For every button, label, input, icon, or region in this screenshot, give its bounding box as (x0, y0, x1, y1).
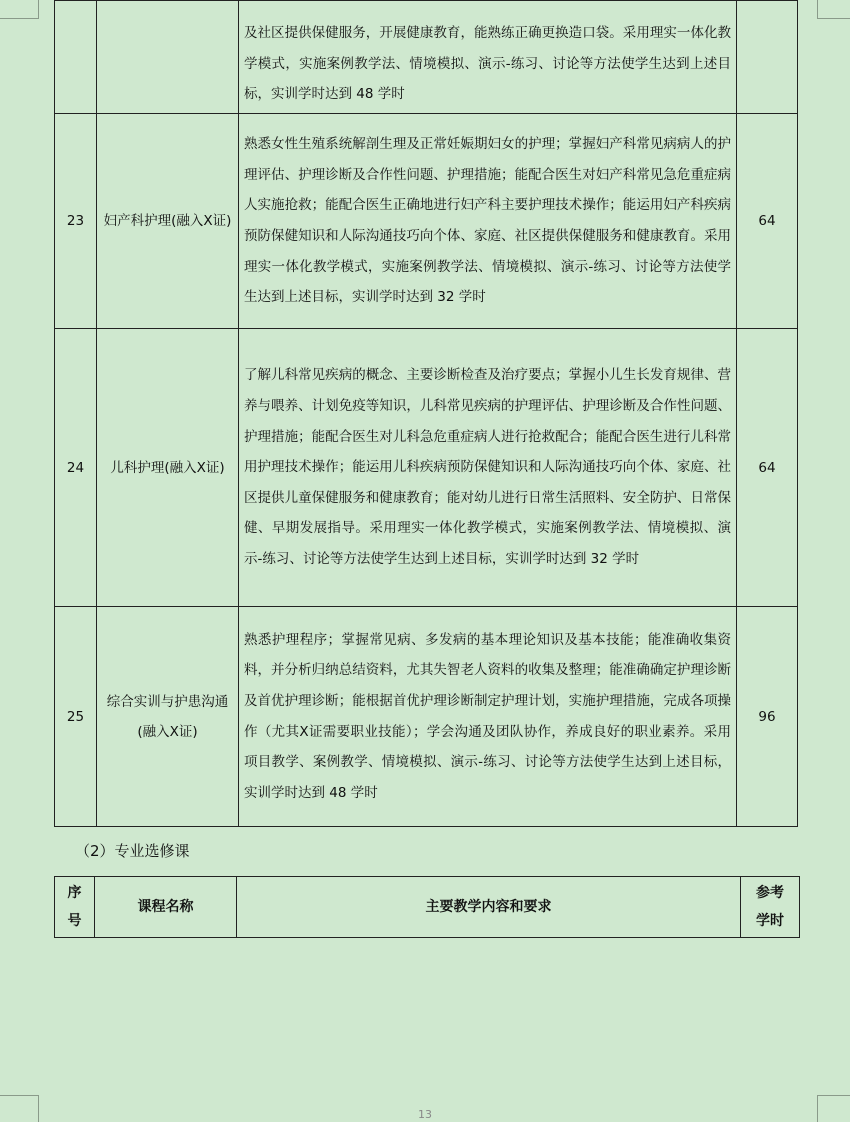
crop-mark-top-right (817, 0, 850, 19)
course-hours: 64 (737, 329, 798, 607)
table-row (55, 114, 798, 329)
course-content: 了解儿科常见疾病的概念、主要诊断检查及治疗要点；掌握小儿生长发育规律、营养与喂养、计划免疫等知识，儿科常见疾病的护理评估、护理诊断及合作性问题、护理措施；能配合医生对儿科急危重症病人进行抢救配合；能配合医生进行儿科常用护理技术操作；能运用儿科疾病预防保健知识和人际沟通技巧向个体、家庭、社区提供儿童保健服务和健康教育；能对幼儿进行日常生活照料、安全防护、日常保健、早期发展指导。采用理实一体化教学模式，实施案例教学法、情境模拟、演示-练习、讨论等方法使学生达到上述目标，实训学时达到 32 学时 (239, 329, 737, 607)
header-content: 主要教学内容和要求 (237, 877, 741, 938)
course-index: 25 (55, 607, 97, 827)
course-hours: 64 (737, 114, 798, 329)
crop-mark-top-left (0, 0, 39, 19)
course-hours (737, 1, 798, 114)
course-name (97, 1, 239, 114)
course-name: 儿科护理(融入X证) (97, 329, 239, 607)
course-index: 24 (55, 329, 97, 607)
table-row (55, 1, 798, 114)
course-content: 及社区提供保健服务，开展健康教育，能熟练正确更换造口袋。采用理实一体化教学模式，实施案例教学法、情境模拟、演示-练习、讨论等方法使学生达到上述目标，实训学时达到 48 学时 (239, 1, 737, 114)
table-row (55, 329, 798, 607)
elective-course-table (54, 876, 800, 938)
page-number: 13 (418, 1108, 432, 1121)
header-hours: 参考学时 (741, 877, 800, 938)
header-course-name: 课程名称 (95, 877, 237, 938)
course-name: 妇产科护理(融入X证) (97, 114, 239, 329)
course-name: 综合实训与护患沟通(融入X证) (97, 607, 239, 827)
course-index (55, 1, 97, 114)
table-row (55, 607, 798, 827)
section-title: （2）专业选修课 (75, 842, 190, 860)
course-hours: 96 (737, 607, 798, 827)
course-content: 熟悉女性生殖系统解剖生理及正常妊娠期妇女的护理；掌握妇产科常见病病人的护理评估、护理诊断及合作性问题、护理措施；能配合医生对妇产科常见急危重症病人实施抢救；能配合医生正确地进行妇产科主要护理技术操作；能运用妇产科疾病预防保健知识和人际沟通技巧向个体、家庭、社区提供保健服务和健康教育。采用理实一体化教学模式，实施案例教学法、情境模拟、演示-练习、讨论等方法使学生达到上述目标，实训学时达到 32 学时 (239, 114, 737, 329)
core-course-table (54, 0, 798, 827)
course-content: 熟悉护理程序；掌握常见病、多发病的基本理论知识及基本技能；能准确收集资料，并分析归纳总结资料，尤其失智老人资料的收集及整理；能准确确定护理诊断及首优护理诊断；能根据首优护理诊断制定护理计划，实施护理措施，完成各项操作（尤其X证需要职业技能）；学会沟通及团队协作，养成良好的职业素养。采用项目教学、案例教学、情境模拟、演示-练习、讨论等方法使学生达到上述目标，实训学时达到 48 学时 (239, 607, 737, 827)
course-index: 23 (55, 114, 97, 329)
table-header-row (55, 877, 800, 938)
header-index: 序号 (55, 877, 95, 938)
